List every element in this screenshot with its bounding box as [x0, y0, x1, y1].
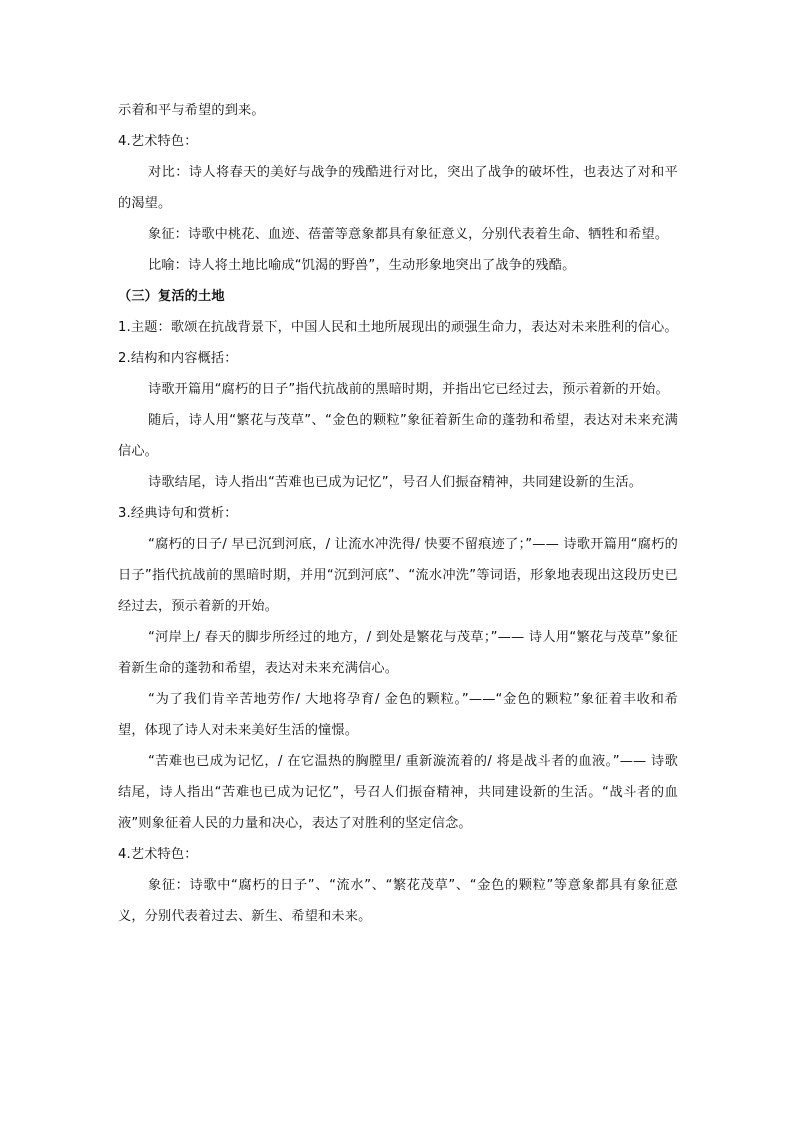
paragraph-continuation: 示着和平与希望的到来。	[118, 103, 265, 118]
section-structure-heading: 2.结构和内容概括：	[118, 351, 238, 366]
poem-title-heading: （三）复活的土地	[118, 289, 225, 304]
paragraph-theme: 1.主题：歌颂在抗战背景下，中国人民和土地所展现出的顽强生命力，表达对未来胜利的信心。	[118, 320, 678, 335]
paragraph-line-analysis-1: “腐朽的日子/ 早已沉到河底，/ 让流水冲洗得/ 快要不留痕迹了；”—— 诗歌开篇用“腐朽的日子”指代抗战前的黑暗时期，并用“沉到河底”、“流水冲洗”等词语，形象地表现出这段历史已经过去，预示着新的开始。	[118, 537, 678, 614]
paragraph-line-analysis-4: “苦难也已成为记忆，/ 在它温热的胸膛里/ 重新漩流着的/ 将是战斗者的血液。”—— 诗歌结尾，诗人指出“苦难也已成为记忆”，号召人们振奋精神，共同建设新的生活。“战斗者的血液”则象征着人民的力量和决心，表达了对胜利的坚定信念。	[118, 754, 678, 831]
paragraph-structure-middle: 随后，诗人用“繁花与茂草”、“金色的颗粒”象征着新生命的蓬勃和希望，表达对未来充满信心。	[118, 413, 678, 459]
paragraph-line-analysis-3: “为了我们肯辛苦地劳作/ 大地将孕育/ 金色的颗粒。”——“金色的颗粒”象征着丰收和希望，体现了诗人对未来美好生活的憧憬。	[118, 692, 678, 738]
paragraph-symbolism: 象征：诗歌中桃花、血迹、蓓蕾等意象都具有象征意义，分别代表着生命、牺牲和希望。	[148, 227, 669, 242]
document-body	[118, 95, 678, 932]
paragraph-structure-ending: 诗歌结尾，诗人指出“苦难也已成为记忆”，号召人们振奋精神，共同建设新的生活。	[148, 475, 643, 490]
paragraph-symbolism-2: 象征：诗歌中“腐朽的日子”、“流水”、“繁花茂草”、“金色的颗粒”等意象都具有象征意义，分别代表着过去、新生、希望和未来。	[118, 878, 678, 924]
paragraph-line-analysis-2: “河岸上/ 春天的脚步所经过的地方，/ 到处是繁花与茂草；”—— 诗人用“繁花与茂草”象征着新生命的蓬勃和希望，表达对未来充满信心。	[118, 630, 678, 676]
paragraph-contrast: 对比：诗人将春天的美好与战争的残酷进行对比，突出了战争的破坏性，也表达了对和平的渴望。	[118, 165, 678, 211]
section-classic-lines-heading: 3.经典诗句和赏析：	[118, 506, 238, 521]
section-artistic-features-heading: 4.艺术特色：	[118, 134, 198, 149]
section-artistic-features-heading-2: 4.艺术特色：	[118, 847, 198, 862]
paragraph-structure-opening: 诗歌开篇用“腐朽的日子”指代抗战前的黑暗时期，并指出它已经过去，预示着新的开始。	[148, 382, 669, 397]
paragraph-metaphor: 比喻：诗人将土地比喻成“饥渴的野兽”，生动形象地突出了战争的残酷。	[148, 258, 576, 273]
